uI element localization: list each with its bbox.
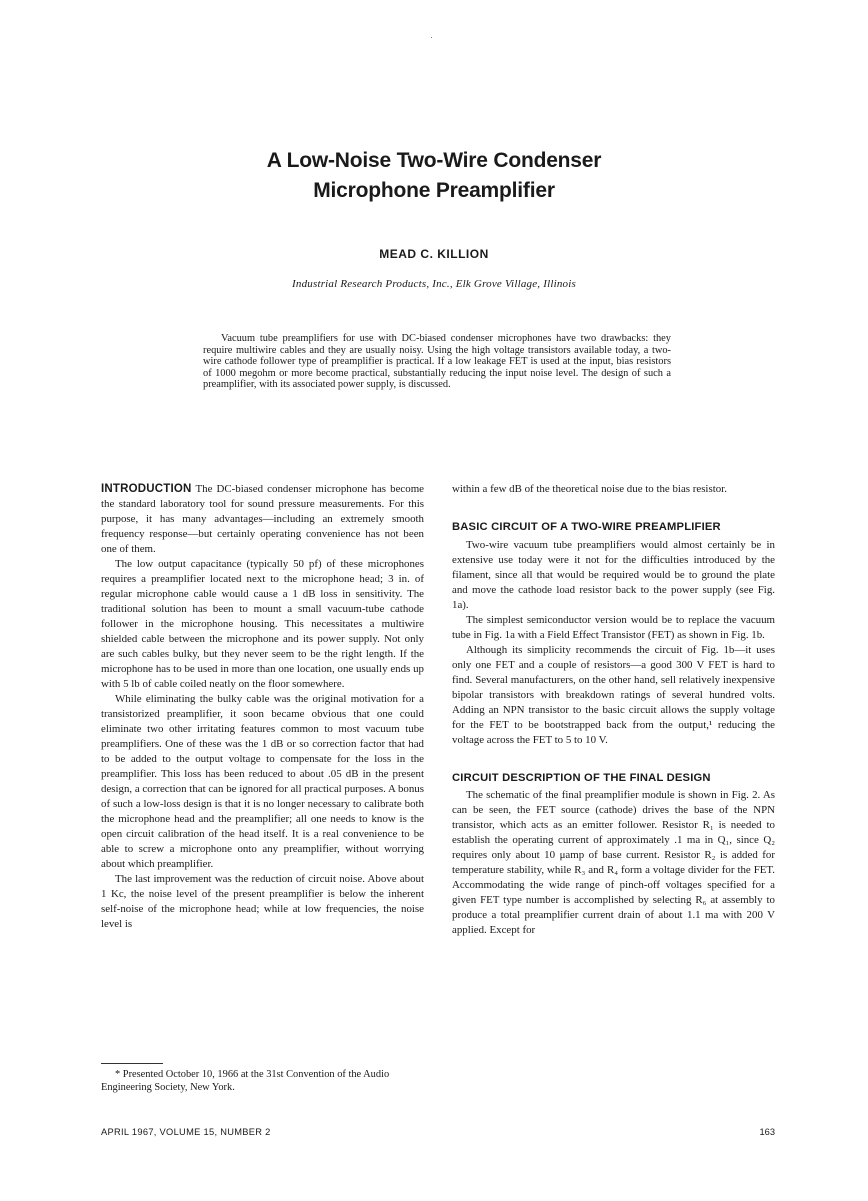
title-line-1: A Low-Noise Two-Wire Condenser	[266, 149, 602, 172]
basic-circuit-paragraph-2: The simplest semiconductor version would be to replace the vacuum tube in Fig. 1a with a Field Effect Transistor (FET) as shown in Fig. 1b.	[452, 613, 775, 641]
page-number: 163	[759, 1127, 775, 1137]
intro-paragraph-3: While eliminating the bulky cable was the original motivation for a transistorized preamplifier, it soon became obvious that one could eliminate two other irritating features common to most vacuum tube preamplifiers. One of these was the 1 dB or so correction factor that had to be added to the output voltage to compensate for the loss in the preamplifier. This loss has been reduced to about .05 dB in the present design, a correction that can be ignored for all practical purposes. A bonus of such a low-loss design is that it is no longer necessary to calibrate both the microphone head and the preamplifier; all one needs to know is the open circuit calibration of the head itself. It is a real convenience to be able to screw a microphone onto any preamplifier, without worrying about which preamplifier.	[101, 693, 424, 870]
title-line-2: Microphone Preamplifier	[313, 179, 555, 202]
scan-speck	[431, 37, 432, 38]
author-name: MEAD C. KILLION	[379, 247, 489, 261]
abstract: Vacuum tube preamplifiers for use with DC-biased condenser microphones have two drawbacks: they require multiwire cables and they are usually noisy. Using the high voltage transistors available today, a two-wire cathode follower type of preamplifier is practical. If a low leakage FET is used at the input, bias resistors of 1000 megohm or more become practical, substantially reducing the input noise level. The design of such a preamplifier, with its associated power supply, is discussed.	[203, 333, 671, 391]
section-heading-basic-circuit: BASIC CIRCUIT OF A TWO-WIRE PREAMPLIFIER	[452, 521, 721, 533]
right-column	[452, 482, 775, 938]
section-heading-circuit-description: CIRCUIT DESCRIPTION OF THE FINAL DESIGN	[452, 771, 711, 784]
basic-circuit-paragraph-1: Two-wire vacuum tube preamplifiers would almost certainly be in extensive use today were it not for the difficulties introduced by the filament, since all that would be required would be to ground the plate and move the cathode load resistor back to the power supply (see Fig. 1a).	[452, 538, 775, 611]
author-affiliation: Industrial Research Products, Inc., Elk Grove Village, Illinois	[292, 278, 576, 290]
intro-paragraph-1	[101, 482, 424, 557]
intro-paragraph-2: The low output capacitance (typically 50 pf) of these microphones requires a preamplifier located next to the microphone head; 3 in. of regular microphone cable would cause a 1 dB loss in sensitivity. The traditional solution has been to mount a small vacuum-tube cathode follower in the microphone housing. This necessitates a multiwire shielded cable between the microphone and its power supply. Not only are such cables bulky, but they never seem to be the right length. If the microphone has to be used in more than one location, one usually ends up with 5 lb of cable coiled neatly on the floor somewhere.	[101, 558, 424, 690]
left-column	[101, 482, 424, 932]
footnote-divider	[101, 1063, 163, 1064]
intro-paragraph-4-continued: within a few dB of the theoretical noise due to the bias resistor.	[452, 483, 727, 495]
intro-paragraph-1-text: The DC-biased condenser microphone has become the standard laboratory tool for sound pressure measurements. For this purpose, it has many advantages—including an extremely smooth frequency response—but certainly operating convenience has not been one of them.	[101, 483, 424, 555]
paper-title	[0, 146, 868, 206]
intro-heading: INTRODUCTION	[101, 483, 192, 495]
running-footer: APRIL 1967, VOLUME 15, NUMBER 2	[101, 1127, 271, 1137]
intro-paragraph-4: The last improvement was the reduction of circuit noise. Above about 1 Kc, the noise level of the present preamplifier is below the inherent self-noise of the microphone head; while at low frequencies, the noise level is	[101, 873, 424, 930]
footnote: * Presented October 10, 1966 at the 31st Convention of the Audio Engineering Society, New York.	[101, 1069, 390, 1093]
circuit-description-paragraph-1: The schematic of the final preamplifier module is shown in Fig. 2. As can be seen, the FET source (cathode) drives the base of the NPN transistor, which acts as an emitter follower. Resistor R₁ is needed to establish the operating current of approximately .1 ma in Q₁, since Q₂ requires only about 10 μamp of base current. Resistor R₂ is added for temperature stability, while R₃ and R₄ form a voltage divider for the FET. Accommodating the wide range of pinch-off voltages specified for a given FET type number is accomplished by selecting R₆ at assembly to produce a total preamplifier current drain of about 1.1 ma with 200 V applied. Except for	[452, 789, 775, 936]
basic-circuit-paragraph-3: Although its simplicity recommends the circuit of Fig. 1b—it uses only one FET and a couple of resistors—a good 300 V FET is hard to find. Several manufacturers, on the other hand, sell relatively inexpensive bipolar transistors with breakdown ratings of several hundred volts. Adding an NPN transistor to the basic circuit allows the supply voltage for the FET to be bootstrapped back from the output,¹ reducing the voltage across the FET to 5 to 10 V.	[452, 643, 775, 746]
